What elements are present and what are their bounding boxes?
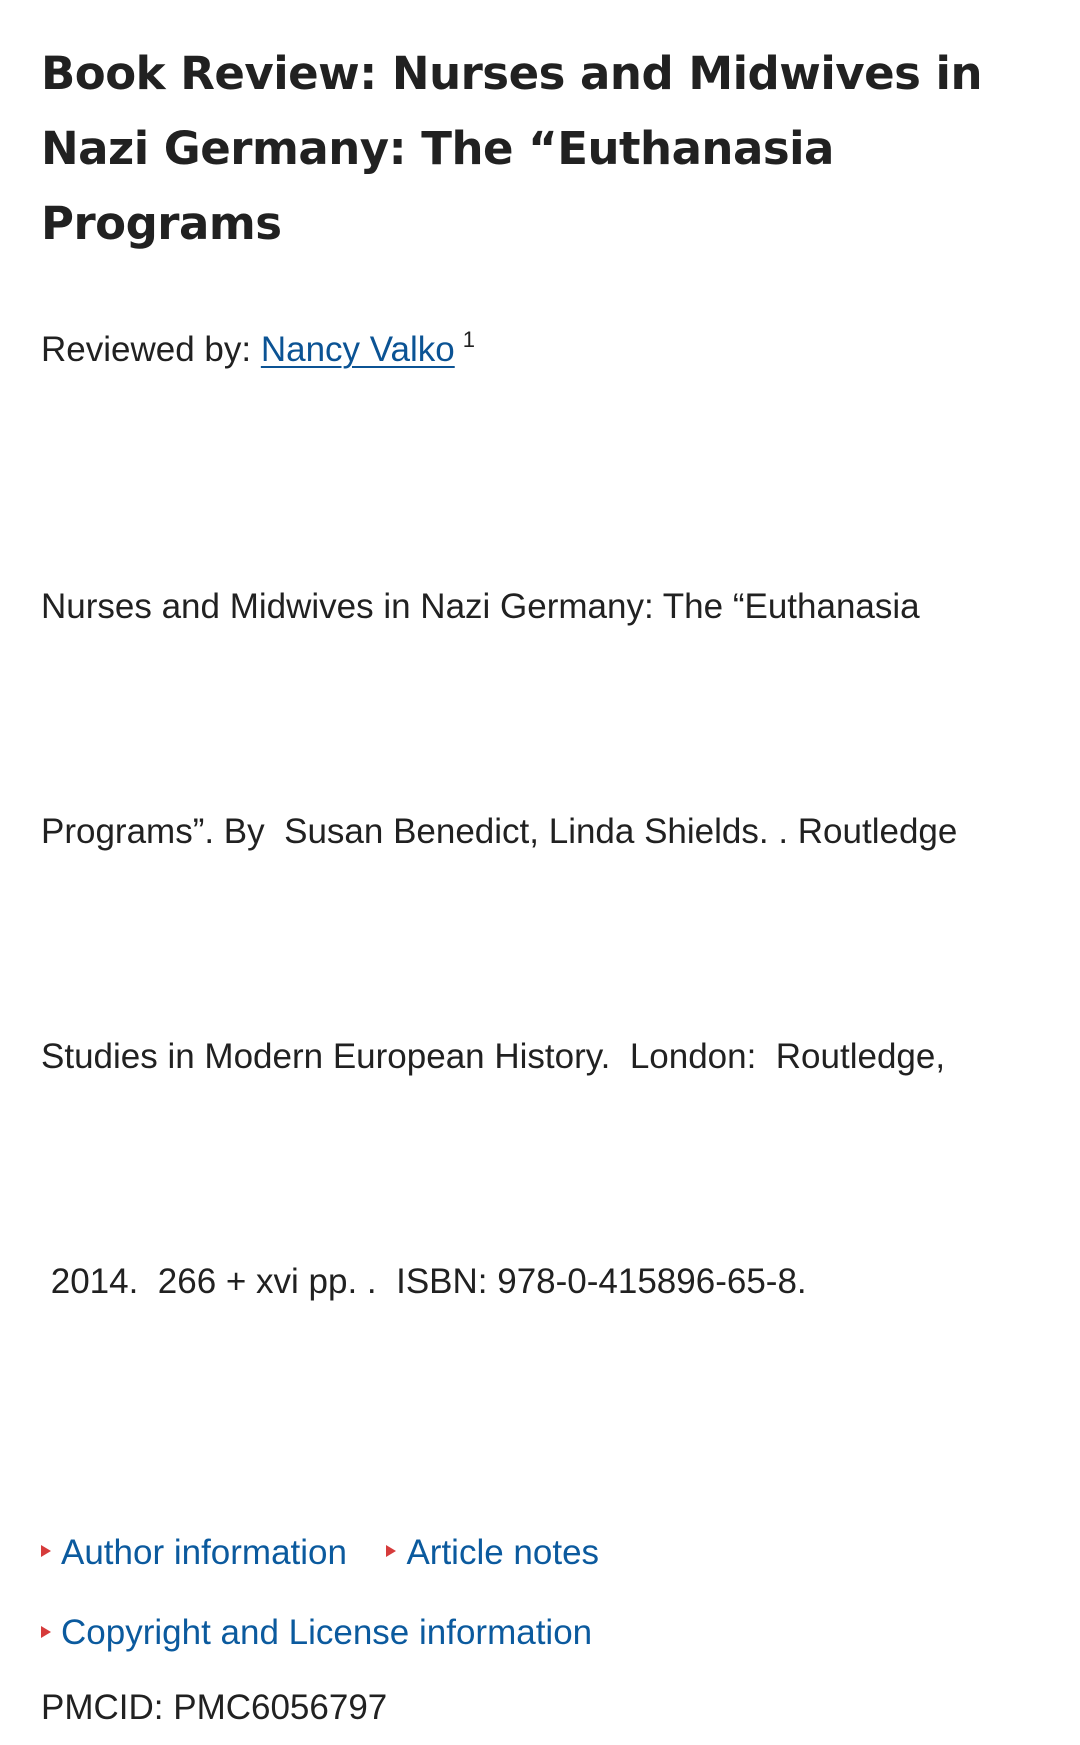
citation-line: Nurses and Midwives in Nazi Germany: The “Euthanasia (41, 587, 920, 626)
expand-triangle-icon (41, 1626, 51, 1638)
affiliation-marker: 1 (462, 327, 475, 352)
expandable-links (41, 1509, 1040, 1670)
citation-line: Studies in Modern European History. London: Routledge, (41, 1037, 946, 1076)
reviewer-name-link[interactable]: Nancy Valko (260, 330, 455, 369)
article-notes-toggle[interactable] (386, 1515, 599, 1590)
links-row-1 (41, 1509, 1040, 1590)
article-title: Book Review: Nurses and Midwives in Nazi Germany: The “Euthanasia Programs (41, 47, 983, 250)
book-citation (41, 419, 1040, 1469)
article-notes-label: Article notes (406, 1532, 600, 1572)
pmcid: PMCID: PMC6056797 (41, 1688, 388, 1727)
citation-line: 2014. 266 + xvi pp. . ISBN: 978-0-415896-65-8. (41, 1262, 807, 1301)
reviewed-by-label: Reviewed by: (41, 330, 252, 369)
expand-triangle-icon (41, 1545, 51, 1557)
author-information-label: Author information (61, 1532, 347, 1572)
copyright-license-toggle[interactable] (41, 1595, 592, 1670)
expand-triangle-icon (386, 1545, 396, 1557)
author-information-toggle[interactable] (41, 1515, 347, 1590)
citation-line: Programs”. By Susan Benedict, Linda Shields. . Routledge (41, 812, 958, 851)
links-row-2 (41, 1590, 1040, 1671)
copyright-license-label: Copyright and License information (61, 1613, 593, 1652)
reviewer-line (41, 318, 1040, 372)
